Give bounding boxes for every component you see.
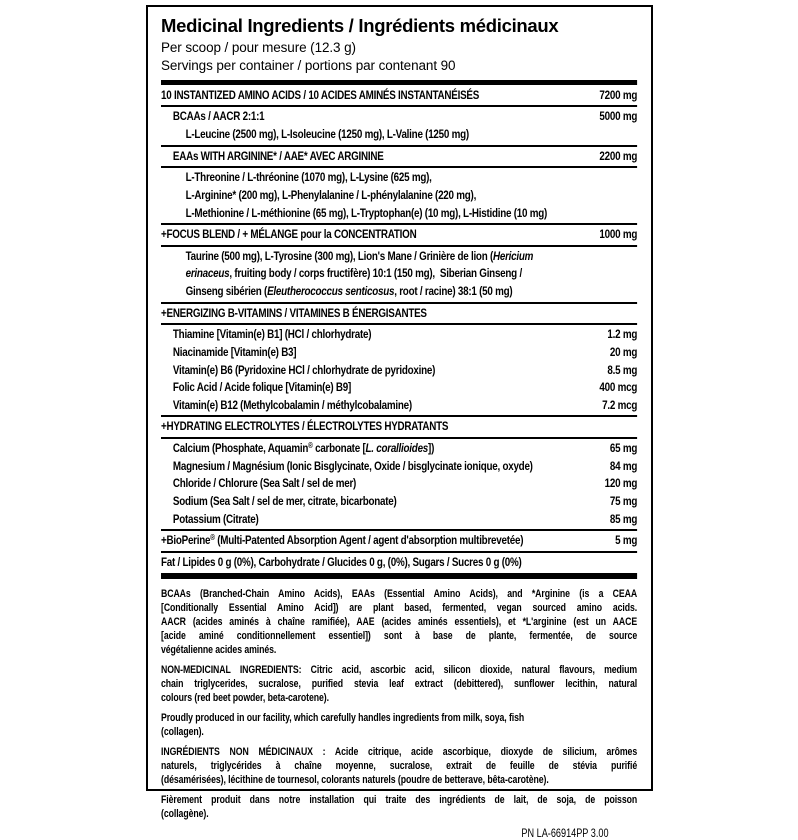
- ingredient-table: [161, 80, 637, 580]
- ingredient-amount: 20 mg: [609, 344, 638, 359]
- ingredient-amount: 5000 mg: [599, 109, 638, 124]
- ingredient-amount: 2200 mg: [599, 148, 638, 163]
- footnote-paragraph: [161, 746, 637, 788]
- table-row: [161, 148, 637, 169]
- servings-per-container-line: Servings per container / portions par contenant 90: [161, 57, 456, 73]
- table-row: [161, 326, 637, 344]
- ingredient-name: Taurine (500 mg), L-Tyrosine (300 mg), Lion's Mane / Grinière de lion (Hericium: [185, 248, 534, 263]
- table-row: [161, 305, 637, 326]
- ingredient-amount: 8.5 mg: [607, 362, 638, 377]
- footnote-paragraph: [161, 664, 637, 706]
- table-row: [161, 362, 637, 380]
- table-row: [161, 379, 637, 397]
- footnotes: [161, 588, 637, 828]
- footnote-line: Proudly produced in our facility, which carefully handles ingredients from milk, soya, fish: [161, 712, 525, 725]
- footnote-line: AACR (acides aminés à chaîne ramifiée), AAE (acides aminés essentiels), et *L'arginine (est un AACE: [161, 616, 638, 629]
- ingredient-amount: 75 mg: [609, 493, 638, 508]
- ingredient-amount: 7200 mg: [599, 87, 638, 102]
- footnote-line: [acide aminé conditionnellement essentiel]) sont à base de plante, fermentée, de source: [161, 630, 638, 643]
- ingredient-name: L-Leucine (2500 mg), L-Isoleucine (1250 mg), L-Valine (1250 mg): [185, 127, 469, 142]
- table-row: [161, 344, 637, 362]
- table-row: [161, 283, 637, 304]
- table-row: [161, 169, 637, 187]
- ingredient-amount: 84 mg: [609, 458, 638, 473]
- table-row: [161, 532, 637, 553]
- footnote-line: chain triglycerides, sucralose, purified stevia leaf extract (debittered), sunflower lecithin, natural: [161, 678, 638, 691]
- ingredient-amount: 65 mg: [609, 441, 638, 456]
- ingredient-name: 10 INSTANTIZED AMINO ACIDS / 10 ACIDES AMINÉS INSTANTANÉISÉS: [161, 87, 480, 102]
- footnote-paragraph: [161, 588, 637, 658]
- ingredient-name: +FOCUS BLEND / + MÉLANGE pour la CONCENTRATION: [161, 227, 417, 242]
- footnote-line: INGRÉDIENTS NON MÉDICINAUX : Acide citrique, acide ascorbique, dioxyde de silicium, arômes: [161, 746, 638, 759]
- ingredient-amount: 5 mg: [615, 533, 638, 548]
- footnote-line: végétalienne acides aminés.: [161, 644, 277, 657]
- ingredient-amount: 120 mg: [604, 476, 638, 491]
- ingredient-name: BCAAs / AACR 2:1:1: [172, 109, 265, 124]
- label-body: [161, 80, 637, 840]
- ingredient-amount: 85 mg: [609, 511, 638, 526]
- ingredient-name: Chloride / Chlorure (Sea Salt / sel de mer): [172, 476, 357, 491]
- ingredient-amount: 1000 mg: [599, 227, 638, 242]
- footnote-line: [Conditionally Essential Amino Acid]) are plant based, fermented, vegan sourced amino acids.: [161, 602, 638, 615]
- table-row: [161, 248, 637, 266]
- ingredient-amount: 7.2 mcg: [602, 397, 638, 412]
- ingredient-name: +BioPerine® (Multi-Patented Absorption Agent / agent d'absorption multibrevetée): [161, 533, 524, 548]
- ingredient-name: Calcium (Phosphate, Aquamin® carbonate [L. corallioides]): [172, 441, 435, 456]
- ingredient-amount: 1.2 mg: [607, 327, 638, 342]
- ingredient-name: Niacinamide [Vitamin(e) B3]: [172, 344, 297, 359]
- footnote-line: NON-MEDICINAL INGREDIENTS: Citric acid, ascorbic acid, silicon dioxide, natural flavours, medium: [161, 664, 638, 677]
- ingredient-name: Sodium (Sea Salt / sel de mer, citrate, bicarbonate): [172, 493, 397, 508]
- ingredient-name: Vitamin(e) B6 (Pyridoxine HCl / chlorhydrate de pyridoxine): [172, 362, 436, 377]
- ingredient-name: Fat / Lipides 0 g (0%), Carbohydrate / Glucides 0 g, (0%), Sugars / Sucres 0 g (0%): [161, 554, 522, 569]
- table-row: [161, 187, 637, 205]
- pn-code: PN LA-66914PP 3.00: [521, 827, 609, 840]
- label-title: Medicinal Ingredients / Ingrédients médicinaux: [161, 15, 559, 36]
- ingredient-name: Thiamine [Vitamin(e) B1] (HCl / chlorhydrate): [172, 327, 372, 342]
- table-row: [161, 511, 637, 532]
- table-row: [161, 475, 637, 493]
- footnote-line: naturels, triglycérides à chaîne moyenne, sucralose, extrait de feuille de stévia purifié: [161, 760, 638, 773]
- table-row: [161, 265, 637, 283]
- ingredient-name: Vitamin(e) B12 (Methylcobalamin / méthylcobalamine): [172, 397, 412, 412]
- ingredient-name: L-Arginine* (200 mg), L-Phenylalanine / L-phénylalanine (220 mg),: [185, 187, 477, 202]
- table-row: [161, 226, 637, 247]
- ingredient-name: +HYDRATING ELECTROLYTES / ÉLECTROLYTES HYDRATANTS: [161, 419, 449, 434]
- supplement-label: [146, 5, 653, 840]
- footnote-line: BCAAs (Branched-Chain Amino Acids), EAAs (Essential Amino Acids), and *Arginine (is a CEAA: [161, 588, 638, 601]
- table-row: [161, 205, 637, 226]
- label-header: [161, 15, 638, 74]
- table-row: [161, 418, 637, 439]
- ingredient-name: +ENERGIZING B-VITAMINS / VITAMINES B ÉNERGISANTES: [161, 305, 427, 320]
- table-row: [161, 108, 637, 126]
- ingredient-name: Magnesium / Magnésium (Ionic Bisglycinate, Oxide / bisglycinate ionique, oxyde): [172, 458, 533, 473]
- table-row: [161, 126, 637, 147]
- ingredient-name: erinaceus, fruiting body / corps fructifère) 10:1 (150 mg), Siberian Ginseng /: [185, 266, 522, 281]
- ingredient-name: Folic Acid / Acide folique [Vitamin(e) B9]: [172, 380, 352, 395]
- ingredient-name: Ginseng sibérien (Eleutherococcus senticosus, root / racine) 38:1 (50 mg): [185, 284, 513, 299]
- footnote-paragraph: [161, 712, 637, 740]
- table-row: [161, 554, 637, 580]
- ingredient-name: L-Threonine / L-thréonine (1070 mg), L-Lysine (625 mg),: [185, 170, 432, 185]
- per-scoop-line: Per scoop / pour mesure (12.3 g): [161, 40, 356, 56]
- footnote-line: (désamérisées), lécithine de tournesol, colorants naturels (poudre de betterave, bêta-carotène).: [161, 774, 549, 787]
- footnote-line: Fièrement produit dans notre installation qui traite des ingrédients de lait, de soja, de poisson: [161, 794, 638, 807]
- table-row: [161, 87, 637, 108]
- table-row: [161, 458, 637, 476]
- footnote-line: (collagen).: [161, 726, 204, 739]
- table-row: [161, 440, 637, 458]
- footnote-paragraph: [161, 794, 637, 822]
- footnote-line: colours (red beet powder, beta-carotene).: [161, 692, 329, 705]
- ingredient-name: Potassium (Citrate): [172, 511, 259, 526]
- footnote-line: (collagène).: [161, 807, 209, 820]
- ingredient-name: L-Methionine / L-méthionine (65 mg), L-Tryptophan(e) (10 mg), L-Histidine (10 mg): [185, 205, 548, 220]
- table-row: [161, 493, 637, 511]
- table-row: [161, 397, 637, 418]
- ingredient-name: EAAs WITH ARGININE* / AAE* AVEC ARGININE: [172, 148, 384, 163]
- ingredient-amount: 400 mcg: [599, 380, 638, 395]
